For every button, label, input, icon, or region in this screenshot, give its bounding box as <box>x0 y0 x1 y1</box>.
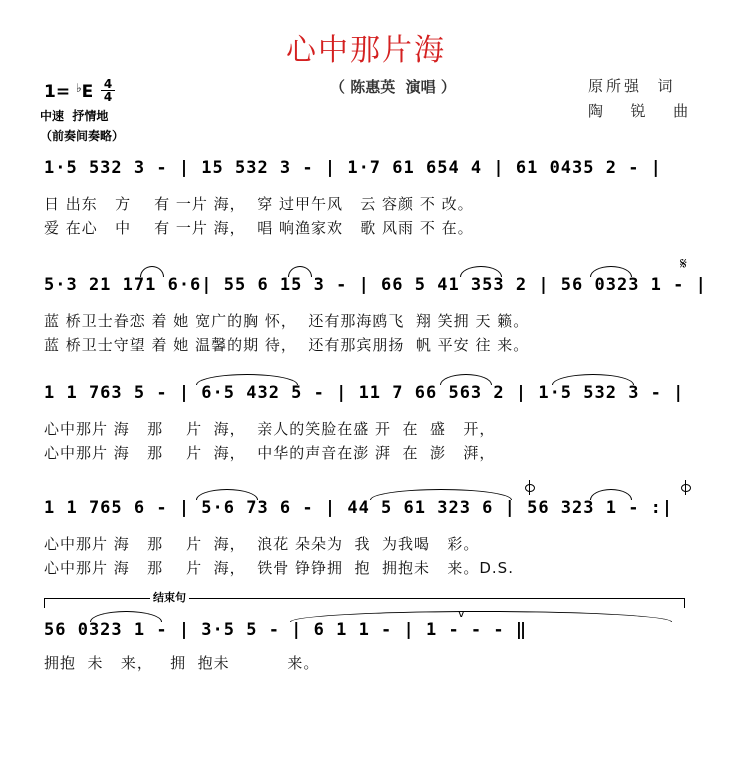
slur-mark <box>288 266 312 277</box>
composer-credit: 陶 锐 曲 <box>588 102 695 120</box>
breath-mark: v <box>458 607 465 620</box>
tempo-marking: 中速 抒情地 <box>40 109 109 123</box>
slur-mark <box>590 489 632 500</box>
slur-mark <box>140 266 164 277</box>
coda-sign <box>680 482 692 494</box>
lyric-line-2-verse-1: 蓝 桥卫士眷恋 着 她 宽广的胸 怀， 还有那海鸥飞 翔 笑拥 天 籁。 <box>44 312 530 330</box>
flat-sign: ♭ <box>76 81 82 95</box>
segno-sign: 𝄋 <box>680 254 687 273</box>
key-note: E <box>81 82 94 102</box>
time-signature-bottom: 4 <box>103 90 113 104</box>
notation-line-3: 1 1 763 5 - | 6·5 432 5 - | 11 7 66 563 2 | 1·5 532 3 - | <box>44 383 685 403</box>
notation-line-5: 56 0323 1 - | 3·5 5 - | 6 1 1 - | 1 - - - ‖ <box>44 620 528 640</box>
notation-line-4: 1 1 765 6 - | 5·6 73 6 - | 44 5 61 323 6 | 56 323 1 - :| <box>44 498 674 518</box>
slur-mark <box>196 374 298 385</box>
lyric-line-4-verse-1: 心中那片 海 那 片 海， 浪花 朵朵为 我 为我喝 彩。 <box>44 535 480 553</box>
lyric-line-3-verse-1: 心中那片 海 那 片 海， 亲人的笑脸在盛 开 在 盛 开， <box>44 420 496 438</box>
time-signature <box>100 78 116 103</box>
slur-mark <box>370 489 512 500</box>
intro-note: （前奏间奏略） <box>40 129 125 143</box>
slur-mark <box>440 374 492 385</box>
slur-mark <box>460 266 502 277</box>
key-prefix: 1= <box>44 82 76 102</box>
ending-bracket-left <box>44 598 45 608</box>
performer-credit: （ 陈惠英 演唱 ） <box>330 78 456 96</box>
slur-mark <box>90 611 162 622</box>
lyric-line-1-verse-1: 日 出东 方 有 一片 海， 穿 过甲午风 云 容颜 不 改。 <box>44 195 474 213</box>
slur-mark <box>552 374 634 385</box>
lyric-line-2-verse-2: 蓝 桥卫士守望 着 她 温馨的期 待， 还有那宾朋扬 帆 平安 往 来。 <box>44 336 530 354</box>
notation-line-2: 5·3 21 171 6·6| 55 6 15 3 - | 66 5 41 353 2 | 56 0323 1 - | <box>44 275 707 295</box>
ending-bracket <box>44 598 684 599</box>
slur-mark <box>290 611 672 622</box>
ending-label: 结束句 <box>150 592 189 603</box>
lyric-line-5: 拥抱 未 来， 拥 抱未 来。 <box>44 654 320 672</box>
slur-mark <box>590 266 632 277</box>
notation-line-1: 1·5 532 3 - | 15 532 3 - | 1·7 61 654 4 | 61 0435 2 - | <box>44 158 662 178</box>
lyric-line-4-verse-2: 心中那片 海 那 片 海， 铁骨 铮铮拥 抱 拥抱未 来。D.S. <box>44 559 514 577</box>
coda-sign <box>524 482 536 494</box>
lyric-line-1-verse-2: 爱 在心 中 有 一片 海， 唱 响渔家欢 歌 风雨 不 在。 <box>44 219 474 237</box>
slur-mark <box>196 489 258 500</box>
key-signature <box>44 82 93 101</box>
lyricist-credit: 原所强 词 <box>588 77 676 95</box>
ending-bracket-right <box>684 598 685 608</box>
song-title: 心中那片海 <box>286 33 446 68</box>
time-signature-top: 4 <box>103 77 113 91</box>
lyric-line-3-verse-2: 心中那片 海 那 片 海， 中华的声音在澎 湃 在 澎 湃， <box>44 444 496 462</box>
